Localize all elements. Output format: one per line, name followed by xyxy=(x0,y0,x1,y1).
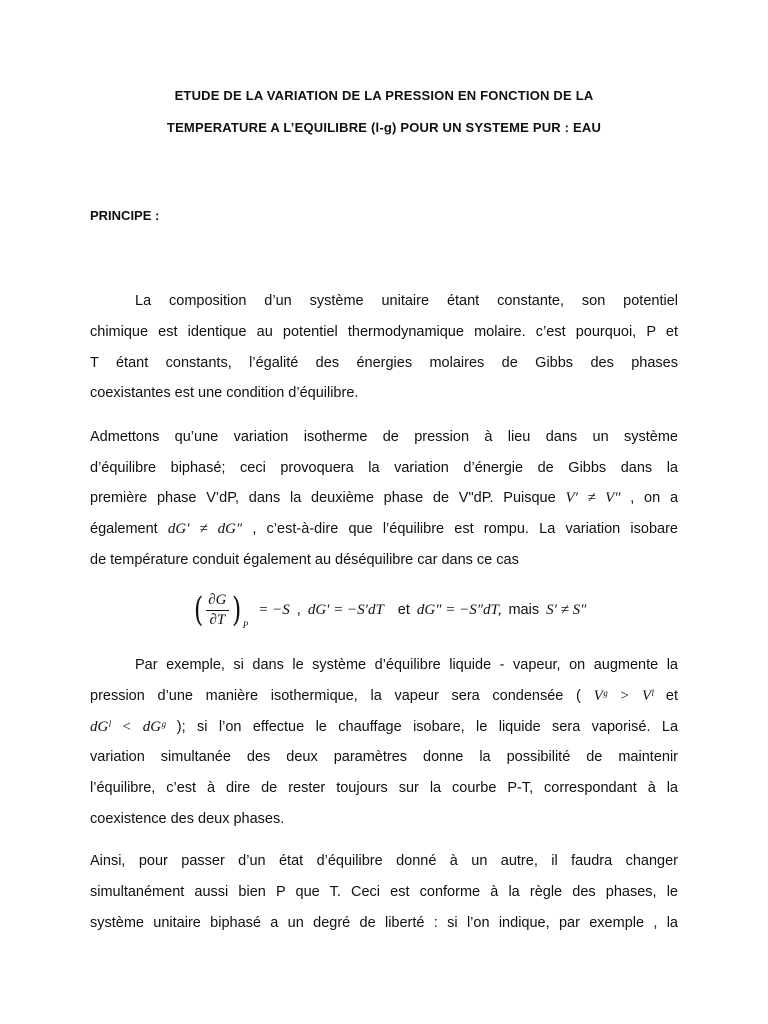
equation-term-1: = −S xyxy=(258,601,290,618)
paragraph-2-line-5: de température conduit également au déséquilibre car dans ce cas xyxy=(90,552,519,568)
paragraph-4-line-3: système unitaire biphasé a un degré de liberté : si l’on indique, par exemple , la xyxy=(90,915,678,931)
equation-term-2: dG′ = −S′dT xyxy=(307,601,384,618)
paragraph-1-line-3: T étant constants, l’égalité des énergies molaires de Gibbs des phases xyxy=(90,355,678,371)
equation-numerator: ∂G xyxy=(206,592,228,611)
equation-open-paren: ( xyxy=(193,590,204,630)
paragraph-2-line-1: Admettons qu’une variation isotherme de pression à lieu dans un système xyxy=(90,429,678,445)
equation-denominator: ∂T xyxy=(209,611,226,628)
paragraph-4-line-1: Ainsi, pour passer d’un état d’équilibre donné à un autre, il faudra changer xyxy=(90,853,678,869)
equation-word-et: et xyxy=(397,602,410,618)
paragraph-3-line-3-text: ); si l’on effectue le chauffage isobare, le liquide sera vaporisé. La xyxy=(176,719,679,735)
paragraph-3-line-4: variation simultanée des deux paramètres donne la possibilité de maintenir xyxy=(90,749,678,765)
paragraph-3-line-2-text-b: et xyxy=(665,688,678,704)
paragraph-2-line-4 xyxy=(90,519,678,539)
paragraph-1-line-4: coexistantes est une condition d’équilibre. xyxy=(90,385,359,401)
paragraph-1-line-1: La composition d’un système unitaire étant constante, son potentiel xyxy=(135,293,678,309)
paragraph-3-line-5: l’équilibre, c’est à dire de rester toujours sur la courbe P-T, correspondant à la xyxy=(90,780,678,796)
paragraph-3-line-3 xyxy=(90,717,678,737)
title-line-2: TEMPERATURE A L’EQUILIBRE (l-g) POUR UN SYSTEME PUR : EAU xyxy=(166,120,602,135)
inline-math-gibbs-inequality: dG′ ≠ dG″ xyxy=(167,521,243,537)
equation-subscript: P xyxy=(242,620,249,630)
inline-math-volume-comparison: Vᵍ > Vˡ xyxy=(593,688,654,704)
inline-math-gibbs-comparison: dGˡ < dGᵍ xyxy=(90,719,166,735)
equation-close-paren: ) xyxy=(231,590,241,630)
paragraph-2-line-3-text-b: , on a xyxy=(630,490,679,506)
paragraph-2-line-4-text-a: également xyxy=(90,521,158,537)
title-line-1: ETUDE DE LA VARIATION DE LA PRESSION EN FONCTION DE LA xyxy=(174,88,594,103)
paragraph-3-line-2-text-a: pression d’une manière isothermique, la vapeur sera condensée ( xyxy=(90,688,581,704)
equation-separator-comma: , xyxy=(296,602,301,618)
paragraph-3-line-1: Par exemple, si dans le système d’équilibre liquide - vapeur, on augmente la xyxy=(135,657,678,673)
equation-partial-derivative xyxy=(206,592,228,629)
paragraph-3-line-6: coexistence des deux phases. xyxy=(90,811,285,827)
inline-math-volume-inequality: V′ ≠ V″ xyxy=(565,490,621,506)
paragraph-4-line-2: simultanément aussi bien P que T. Ceci est conforme à la règle des phases, le xyxy=(90,884,678,900)
display-equation xyxy=(192,588,593,632)
equation-term-4: S′ ≠ S″ xyxy=(546,601,587,618)
paragraph-2-line-4-text-b: , c’est-à-dire que l’équilibre est rompu. La variation isobare xyxy=(252,521,678,537)
paragraph-3-line-2 xyxy=(90,686,678,706)
paragraph-2-line-2: d’équilibre biphasé; ceci provoquera la variation d’énergie de Gibbs dans la xyxy=(90,460,678,476)
paragraph-2-line-3-text-a: première phase V’dP, dans la deuxième phase de V"dP. Puisque xyxy=(90,490,556,506)
equation-term-3: dG″ = −S″dT, xyxy=(416,601,502,618)
paragraph-1-line-2: chimique est identique au potentiel thermodynamique molaire. c’est pourquoi, P et xyxy=(90,324,678,340)
section-heading: PRINCIPE : xyxy=(90,208,160,223)
paragraph-2-line-3 xyxy=(90,488,678,508)
equation-word-mais: mais xyxy=(508,602,540,618)
